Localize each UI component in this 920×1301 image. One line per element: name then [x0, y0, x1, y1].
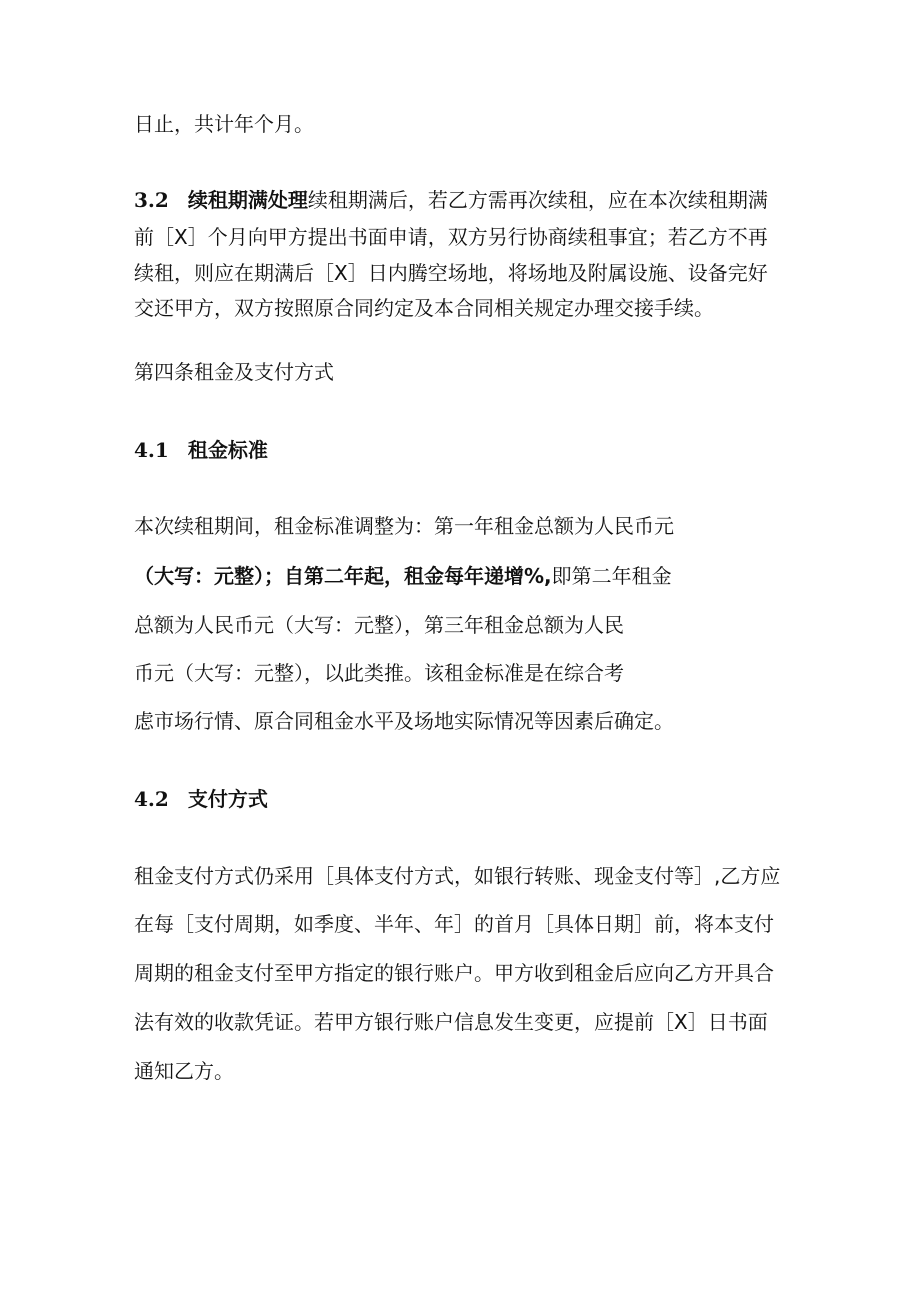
paragraph-text: 即第二年租金 [551, 564, 672, 588]
paragraph-line: 通知乙方。 [134, 1059, 234, 1083]
section-heading: 续租期满处理 [187, 188, 308, 212]
section-4-2-heading [134, 785, 268, 813]
section-number: 4.1 [134, 438, 169, 462]
section-heading: 支付方式 [187, 787, 268, 811]
paragraph-line: 租金支付方式仍采用［具体支付方式，如银行转账、现金支付等］,乙方应 [134, 864, 781, 888]
paragraph-line [134, 562, 672, 590]
paragraph-line: 法有效的收款凭证。若甲方银行账户信息发生变更，应提前［X］日书面 [134, 1010, 768, 1034]
paragraph-line: 续租，则应在期满后［X］日内腾空场地，将场地及附属设施、设备完好 [134, 261, 768, 285]
paragraph-line: 交还甲方，双方按照原合同约定及本合同相关规定办理交接手续。 [134, 296, 714, 320]
section-4-1-heading [134, 436, 268, 464]
article-title: 第四条租金及支付方式 [134, 360, 334, 384]
paragraph-line: 日止，共计年个月。 [134, 112, 314, 136]
paragraph-line: 虑市场行情、原合同租金水平及场地实际情况等因素后确定。 [134, 709, 674, 733]
section-heading: 租金标准 [187, 438, 268, 462]
section-number: 3.2 [134, 188, 169, 212]
paragraph-line: 前［X］个月向甲方提出书面申请，双方另行协商续租事宜；若乙方不再 [134, 225, 768, 249]
section-3-2-line-1 [134, 186, 768, 214]
paragraph-line: 总额为人民币元（大写：元整），第三年租金总额为人民 [134, 613, 624, 637]
paragraph-line: 本次续租期间，租金标准调整为：第一年租金总额为人民币元 [134, 514, 674, 538]
emphasis-text: （大写：元整）；自第二年起，租金每年递增%, [134, 564, 552, 588]
section-number: 4.2 [134, 787, 169, 811]
paragraph-line: 周期的租金支付至甲方指定的银行账户。甲方收到租金后应向乙方开具合 [134, 961, 774, 985]
paragraph-line: 在每［支付周期，如季度、半年、年］的首月［具体日期］前，将本支付 [134, 912, 774, 936]
paragraph-text: 续租期满后，若乙方需再次续租，应在本次续租期满 [307, 188, 768, 212]
paragraph-line: 币元（大写：元整），以此类推。该租金标准是在综合考 [134, 661, 624, 685]
